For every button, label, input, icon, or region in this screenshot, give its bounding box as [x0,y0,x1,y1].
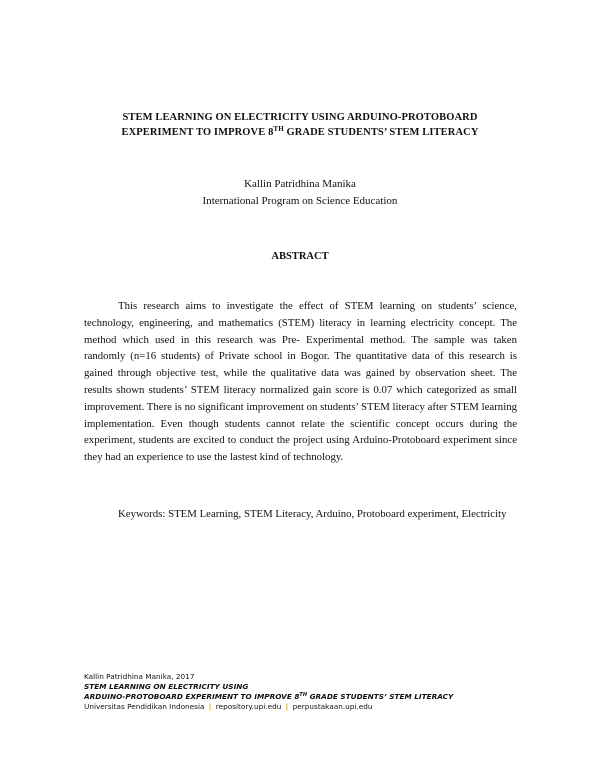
footer-library-link[interactable]: perpustakaan.upi.edu [292,702,373,711]
footer-links [84,702,524,712]
abstract-heading: ABSTRACT [271,251,329,262]
footer-title-line-2 [84,692,524,702]
footer-institution: Universitas Pendidikan Indonesia [84,702,205,711]
keywords: Keywords: STEM Learning, STEM Literacy, Arduino, Protoboard experiment, Electricity [118,508,507,520]
title-line-2-post: GRADE STUDENTS’ STEM LITERACY [283,127,479,138]
footer-title-line-1: STEM LEARNING ON ELECTRICITY USING [84,682,249,691]
title-line-1: STEM LEARNING ON ELECTRICITY USING ARDUINO-PROTOBOARD [122,112,478,123]
footer-ordinal-suffix: TH [299,692,308,698]
footer-title-line-2-post: GRADE STUDENTS’ STEM LITERACY [307,692,454,701]
author-name: Kallin Patridhina Manika [244,178,356,190]
footer-repository-link[interactable]: repository.upi.edu [215,702,282,711]
footer-separator-1: | [208,702,212,711]
author-block [84,176,516,210]
footer-title-line-2-pre: ARDUINO-PROTOBOARD EXPERIMENT TO IMPROVE 8 [84,692,300,701]
title-line-2 [84,125,516,140]
title-line-2-pre: EXPERIMENT TO IMPROVE 8 [121,127,274,138]
abstract-body: This research aims to investigate the effect of STEM learning on students’ science, technology, engineering, and mathematics (STEM) literacy in learning electricity concept. The method which used in this research was Pre- Experimental method. The sample was taken randomly (n=16 students) of Private school in Bogor. The quantitative data of this research is gained through objective test, while the qualitative data was gained by observation sheet. The results shown students’ STEM literacy normalized gain score is 0.07 which categorized as small improvement. There is no significant improvement on students’ STEM literacy after STEM learning implementation. Even though students cannot relate the scientific concept occurs during the experiment, students are excited to conduct the project using Arduino-Protoboard experiment since they had an experience to use the lastest kind of technology. [84,300,517,464]
title-ordinal-suffix: TH [273,125,284,133]
footer-author-year: Kallin Patridhina Manika, 2017 [84,672,195,681]
page-footer [84,672,524,712]
author-affiliation: International Program on Science Education [202,195,398,207]
paper-title [84,110,516,140]
footer-separator-2: | [285,702,289,711]
